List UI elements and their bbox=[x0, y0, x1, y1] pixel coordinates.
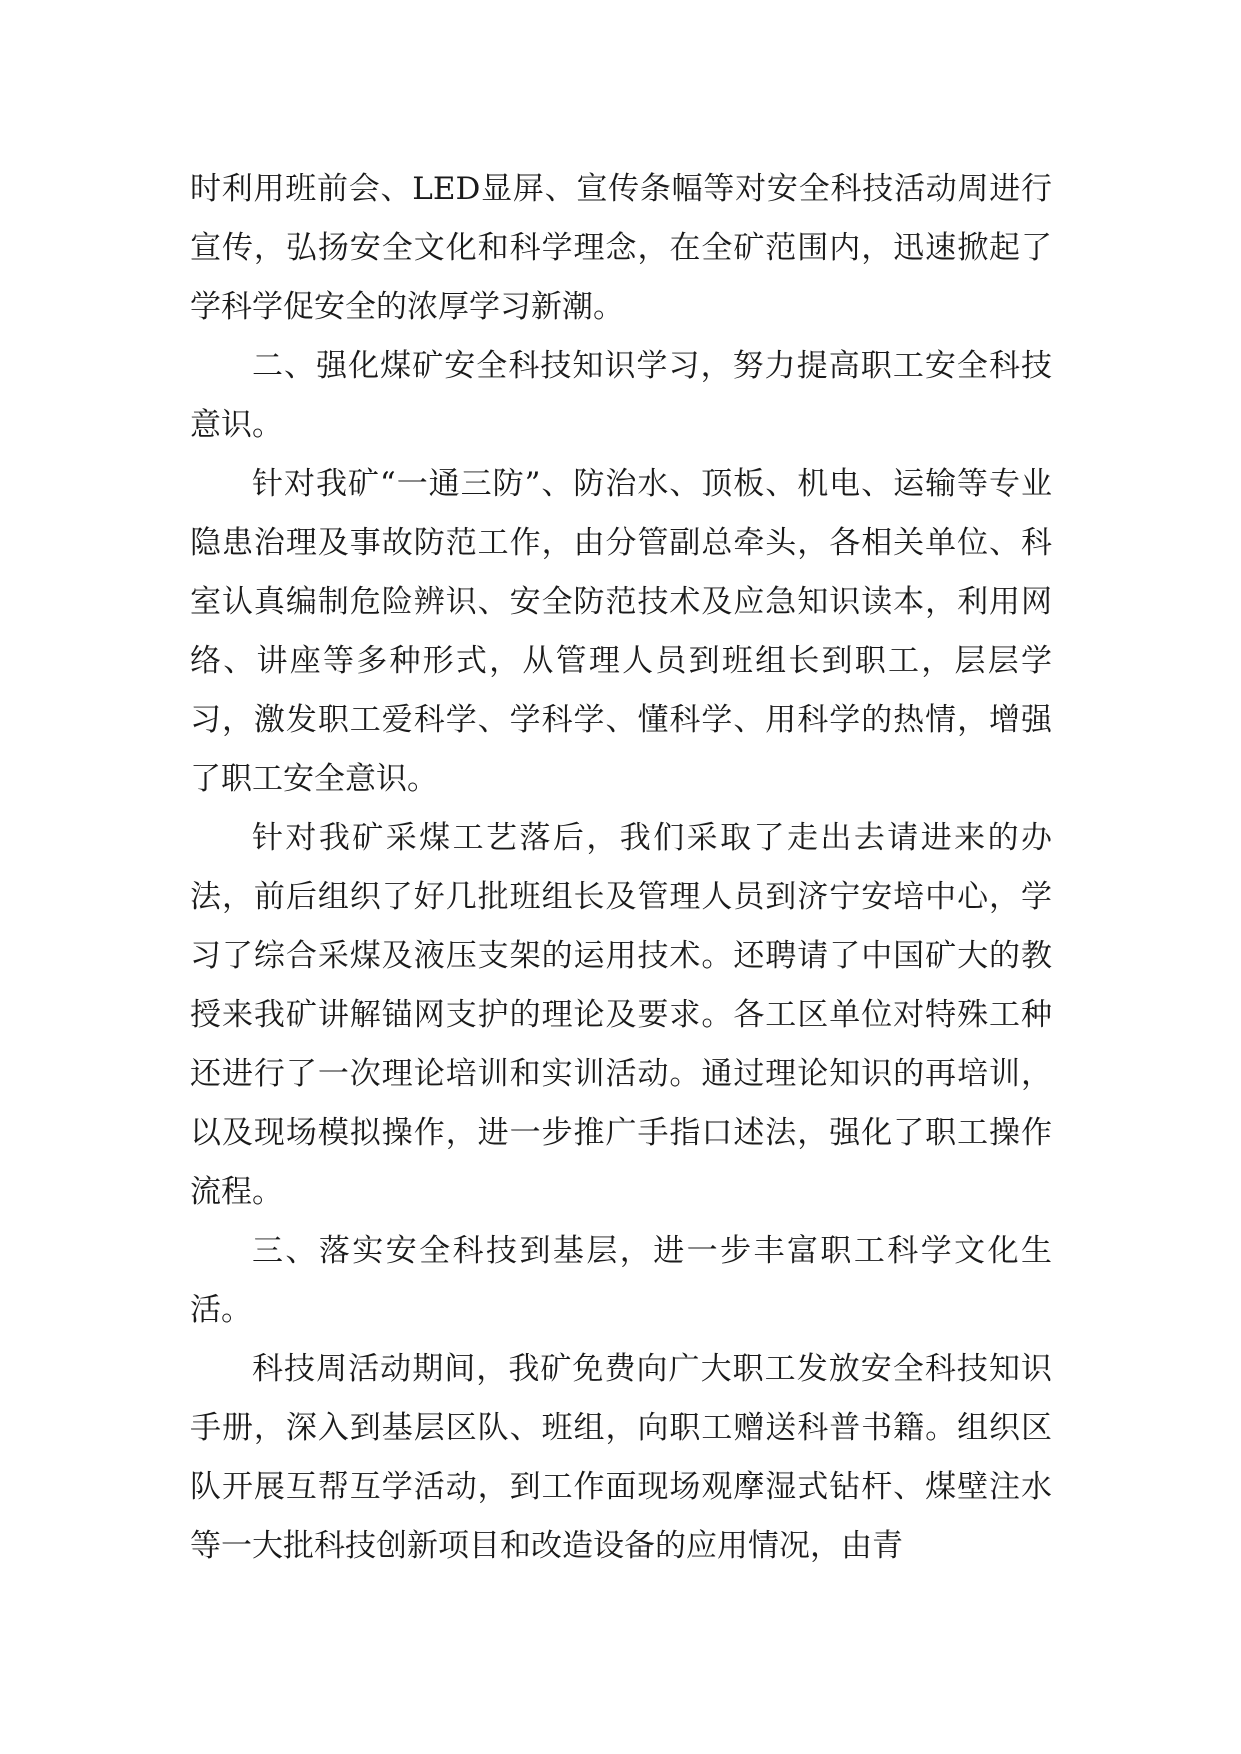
paragraph: 针对我矿“一通三防”、防治水、顶板、机电、运输等专业隐患治理及事故防范工作，由分管副总牵头，各相关单位、科室认真编制危险辨识、安全防范技术及应急知识读本，利用网络、讲座等多种形式，从管理人员到班组长到职工，层层学习，激发职工爱科学、学科学、懂科学、用科学的热情，增强了职工安全意识。 bbox=[190, 466, 1052, 797]
section-heading-3: 三、落实安全科技到基层，进一步丰富职工科学文化生活。 bbox=[190, 1233, 1052, 1328]
paragraph: 针对我矿采煤工艺落后，我们采取了走出去请进来的办法，前后组织了好几批班组长及管理人员到济宁安培中心，学习了综合采煤及液压支架的运用技术。还聘请了中国矿大的教授来我矿讲解锚网支护的理论及要求。各工区单位对特殊工种还进行了一次理论培训和实训活动。通过理论知识的再培训，以及现场模拟操作，进一步推广手指口述法，强化了职工操作流程。 bbox=[190, 820, 1052, 1210]
section-heading-2: 二、强化煤矿安全科技知识学习，努力提高职工安全科技意识。 bbox=[190, 348, 1052, 443]
paragraph-continued: 时利用班前会、LED显屏、宣传条幅等对安全科技活动周进行宣传，弘扬安全文化和科学理念，在全矿范围内，迅速掀起了学科学促安全的浓厚学习新潮。 bbox=[190, 171, 1052, 325]
document-body bbox=[190, 160, 1052, 1576]
paragraph: 科技周活动期间，我矿免费向广大职工发放安全科技知识手册，深入到基层区队、班组，向职工赠送科普书籍。组织区队开展互帮互学活动，到工作面现场观摩湿式钻杆、煤壁注水等一大批科技创新项目和改造设备的应用情况，由青 bbox=[190, 1351, 1052, 1564]
